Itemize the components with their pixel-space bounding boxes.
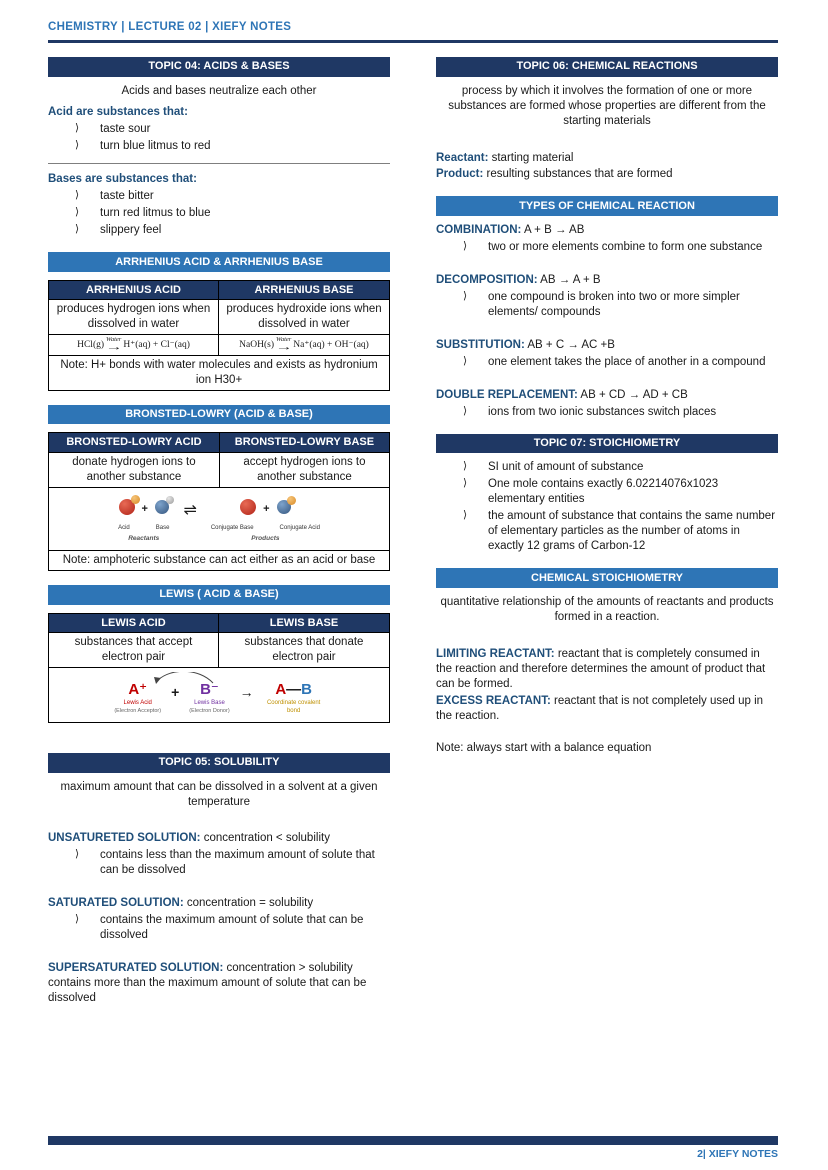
bullet-text: ⟩ ions from two ionic substances switch places xyxy=(488,405,717,418)
lewis-base-symbol-group xyxy=(189,682,229,715)
plus-sign: + xyxy=(171,683,180,700)
lewis-acid-label: Lewis Acid xyxy=(123,700,152,707)
term-label: SATURATED SOLUTION: xyxy=(48,897,184,910)
bronsted-table xyxy=(48,432,390,570)
term-label: DECOMPOSITION: xyxy=(436,274,538,287)
table-cell: substances that accept electron pair xyxy=(49,632,219,667)
lewis-acid-symbol-group xyxy=(114,682,161,715)
base-bullet-list xyxy=(48,189,390,238)
bullet-text: ⟩ turn blue litmus to red xyxy=(100,139,211,152)
reaction-arrow-icon xyxy=(276,337,291,353)
term-label: Reactant: xyxy=(436,151,489,164)
bullet-text: ⟩ taste sour xyxy=(100,122,151,135)
electron-pair-diagram xyxy=(53,670,385,720)
molecule-label: Conjugate Base xyxy=(210,524,254,531)
banner-arrhenius: ARRHENIUS ACID & ARRHENIUS BASE xyxy=(48,252,390,272)
arrow-condition: Water xyxy=(106,336,122,344)
list-item xyxy=(48,189,390,204)
term-text: reactant that is completely consumed in the reaction and therefore determines the amount of product that can be formed. xyxy=(436,647,766,690)
bullet-text: ⟩ contains less than the maximum amount of solute that can be dissolved xyxy=(100,849,375,877)
base-molecule-icon xyxy=(155,500,169,519)
bullet-text: ⟩ turn red litmus to blue xyxy=(100,207,211,220)
equation-lhs: HCl(g) xyxy=(77,340,105,351)
banner-chemical-stoichiometry: CHEMICAL STOICHIOMETRY xyxy=(436,568,778,588)
product-b: B xyxy=(301,680,312,698)
reaction-bullet-list xyxy=(436,240,778,255)
lewis-acid-sublabel: (Electron Acceptor) xyxy=(114,707,162,714)
banner-bronsted: BRONSTED-LOWRY (ACID & BASE) xyxy=(48,405,390,425)
bullet-text: ⟩ one element takes the place of another in a compound xyxy=(488,355,766,368)
banner-reaction-types: TYPES OF CHEMICAL REACTION xyxy=(436,196,778,216)
table-header-cell: LEWIS ACID xyxy=(49,613,219,632)
term-label: Product: xyxy=(436,168,484,181)
term-formula: AB + C → AC +B xyxy=(527,338,615,351)
chem-stoich-intro: quantitative relationship of the amounts of reactants and products formed in a reaction. xyxy=(440,595,774,623)
stoichiometry-bullet-list xyxy=(436,460,778,554)
lewis-acid-symbol: A⁺ xyxy=(128,680,148,698)
proton-transfer-diagram xyxy=(53,490,385,548)
term-formula: A + B → AB xyxy=(523,224,585,237)
reactant-definition xyxy=(436,647,778,692)
molecule-label: Base xyxy=(155,524,170,531)
reaction-arrow-icon: → xyxy=(239,683,254,700)
term-text: concentration < solubility xyxy=(203,832,330,845)
reactants-label: Reactants xyxy=(128,535,160,543)
table-header-cell: BRONSTED-LOWRY BASE xyxy=(219,433,389,452)
term-label: SUPERSATURATED SOLUTION: xyxy=(48,962,224,975)
list-item xyxy=(436,460,778,475)
table-cell: substances that donate electron pair xyxy=(218,632,389,667)
topic04-intro: Acids and bases neutralize each other xyxy=(121,84,317,97)
table-cell: produces hydroxide ions when dissolved in water xyxy=(219,300,390,335)
bullet-text: ⟩ One mole contains exactly 6.02214076x1023 elementary entities xyxy=(488,478,719,506)
balance-note: Note: always start with a balance equation xyxy=(436,742,652,755)
term-line xyxy=(436,151,778,166)
term-text: starting material xyxy=(491,151,574,164)
lewis-base-sublabel: (Electron Donor) xyxy=(189,707,230,714)
table-cell: donate hydrogen ions to another substance xyxy=(49,452,220,487)
table-note-cell: Note: amphoteric substance can act either as an acid or base xyxy=(49,550,390,570)
list-item xyxy=(436,477,778,507)
molecule-label: Conjugate Acid xyxy=(279,524,320,531)
list-item xyxy=(436,240,778,255)
list-item xyxy=(48,913,390,943)
plus-sign: + xyxy=(263,503,270,516)
conjugate-acid-molecule-icon xyxy=(277,500,291,519)
acid-molecule-icon xyxy=(119,499,135,520)
footer-page-label: 2| XIEFY NOTES xyxy=(697,1148,778,1161)
bullet-text: ⟩ one compound is broken into two or more simpler elements/ compounds xyxy=(488,291,740,318)
bullet-text: ⟩ SI unit of amount of substance xyxy=(488,461,644,474)
term-label: EXCESS REACTANT: xyxy=(436,694,551,707)
product-a: A xyxy=(275,680,287,698)
products-group xyxy=(211,498,320,544)
equation-lhs: NaOH(s) xyxy=(239,340,274,351)
header-title: CHEMISTRY | LECTURE 02 | XIEFY NOTES xyxy=(48,21,292,33)
term-text: reactant that is not completely used up in the reaction. xyxy=(436,694,764,722)
solution-bullet-list xyxy=(48,848,390,878)
arrhenius-table xyxy=(48,280,390,391)
list-item xyxy=(48,223,390,238)
bullet-text: ⟩ two or more elements combine to form one substance xyxy=(488,241,763,254)
topic06-intro: process by which it involves the formation of one or more substances are formed whose properties are different from the starting materials xyxy=(448,84,766,127)
left-column xyxy=(48,57,390,1008)
molecule-label: Acid xyxy=(118,524,130,531)
section-divider xyxy=(48,163,390,164)
arrow-glyph: → xyxy=(275,341,293,353)
term-label: DOUBLE REPLACEMENT: xyxy=(436,388,578,401)
topic05-intro: maximum amount that can be dissolved in a solvent at a given temperature xyxy=(60,780,378,808)
banner-topic07: TOPIC 07: STOICHIOMETRY xyxy=(436,434,778,454)
table-header-cell: LEWIS BASE xyxy=(218,613,389,632)
equation-rhs: H⁺(aq) + Cl⁻(aq) xyxy=(123,340,190,351)
reaction-type-item xyxy=(436,273,778,288)
equation-cell xyxy=(219,335,390,356)
solution-item xyxy=(48,831,390,846)
product-label: Coordinate covalent bond xyxy=(266,700,321,714)
term-text: concentration = solubility xyxy=(186,897,314,910)
bullet-text: ⟩ the amount of substance that contains the same number of elementary particles as the number of atoms in exactly 12 grams of Carbon-12 xyxy=(488,510,776,553)
list-item xyxy=(436,509,778,554)
bullet-text: ⟩ slippery feel xyxy=(100,224,162,237)
arrow-condition: Water xyxy=(276,336,292,344)
lewis-base-label: Lewis Base xyxy=(194,700,225,707)
bond-dash: — xyxy=(286,680,302,698)
reaction-type-item xyxy=(436,388,778,403)
content-columns xyxy=(0,43,828,1008)
arrow-glyph: → xyxy=(105,341,123,353)
reactants-group xyxy=(118,498,169,544)
table-header-cell: ARRHENIUS BASE xyxy=(219,281,390,300)
term-label: SUBSTITUTION: xyxy=(436,338,525,351)
equilibrium-arrow-icon: ⇌ xyxy=(183,499,197,519)
list-item xyxy=(48,848,390,878)
term-text: resulting substances that are formed xyxy=(486,168,673,181)
banner-lewis: LEWIS ( ACID & BASE) xyxy=(48,585,390,605)
reaction-bullet-list xyxy=(436,405,778,420)
banner-topic05: TOPIC 05: SOLUBILITY xyxy=(48,753,390,773)
reaction-bullet-list xyxy=(436,290,778,320)
list-item xyxy=(436,290,778,320)
equation-rhs: Na⁺(aq) + OH⁻(aq) xyxy=(293,340,369,351)
table-cell: accept hydrogen ions to another substance xyxy=(219,452,389,487)
reaction-arrow-icon xyxy=(106,337,121,353)
acid-heading: Acid are substances that: xyxy=(48,105,188,118)
list-item xyxy=(48,139,390,154)
reaction-type-item xyxy=(436,223,778,238)
banner-topic06: TOPIC 06: CHEMICAL REACTIONS xyxy=(436,57,778,77)
lewis-product-group xyxy=(264,682,324,716)
term-text: concentration > solubility contains more than the maximum amount of solute that can be dissolved xyxy=(48,962,367,1004)
table-header-cell: ARRHENIUS ACID xyxy=(49,281,219,300)
banner-topic04: TOPIC 04: ACIDS & BASES xyxy=(48,57,390,77)
term-line xyxy=(436,167,778,182)
doc-footer xyxy=(48,1136,778,1162)
lewis-table xyxy=(48,613,390,723)
term-label: LIMITING REACTANT: xyxy=(436,647,555,660)
products-label: Products xyxy=(251,535,280,543)
table-note-cell: Note: H+ bonds with water molecules and exists as hydronium ion H30+ xyxy=(49,355,390,390)
table-header-cell: BRONSTED-LOWRY ACID xyxy=(49,433,220,452)
solution-bullet-list xyxy=(48,913,390,943)
term-formula: AB → A + B xyxy=(540,274,601,287)
bullet-text: ⟩ taste bitter xyxy=(100,190,154,203)
lewis-base-symbol: B⁻ xyxy=(200,680,219,698)
list-item xyxy=(436,405,778,420)
equation-cell xyxy=(49,335,219,356)
term-label: COMBINATION: xyxy=(436,224,522,237)
term-label: UNSATURETED SOLUTION: xyxy=(48,832,201,845)
plus-sign: + xyxy=(141,503,148,516)
bullet-text: ⟩ contains the maximum amount of solute that can be dissolved xyxy=(100,914,364,942)
electron-transfer-arrow-icon xyxy=(149,672,223,686)
base-heading: Bases are substances that: xyxy=(48,173,197,186)
list-item xyxy=(436,355,778,370)
doc-header xyxy=(0,0,828,43)
term-formula: AB + CD → AD + CB xyxy=(580,388,688,401)
list-item xyxy=(48,206,390,221)
right-column xyxy=(436,57,778,758)
solution-item xyxy=(48,961,390,1006)
acid-bullet-list xyxy=(48,122,390,154)
reaction-bullet-list xyxy=(436,355,778,370)
conjugate-base-molecule-icon xyxy=(240,499,256,520)
lewis-diagram-cell xyxy=(49,667,390,722)
reactant-definition xyxy=(436,694,778,724)
table-cell: produces hydrogen ions when dissolved in water xyxy=(49,300,219,335)
reaction-type-item xyxy=(436,338,778,353)
solution-item xyxy=(48,896,390,911)
list-item xyxy=(48,122,390,137)
bronsted-diagram-cell xyxy=(49,487,390,550)
footer-bar xyxy=(48,1136,778,1145)
